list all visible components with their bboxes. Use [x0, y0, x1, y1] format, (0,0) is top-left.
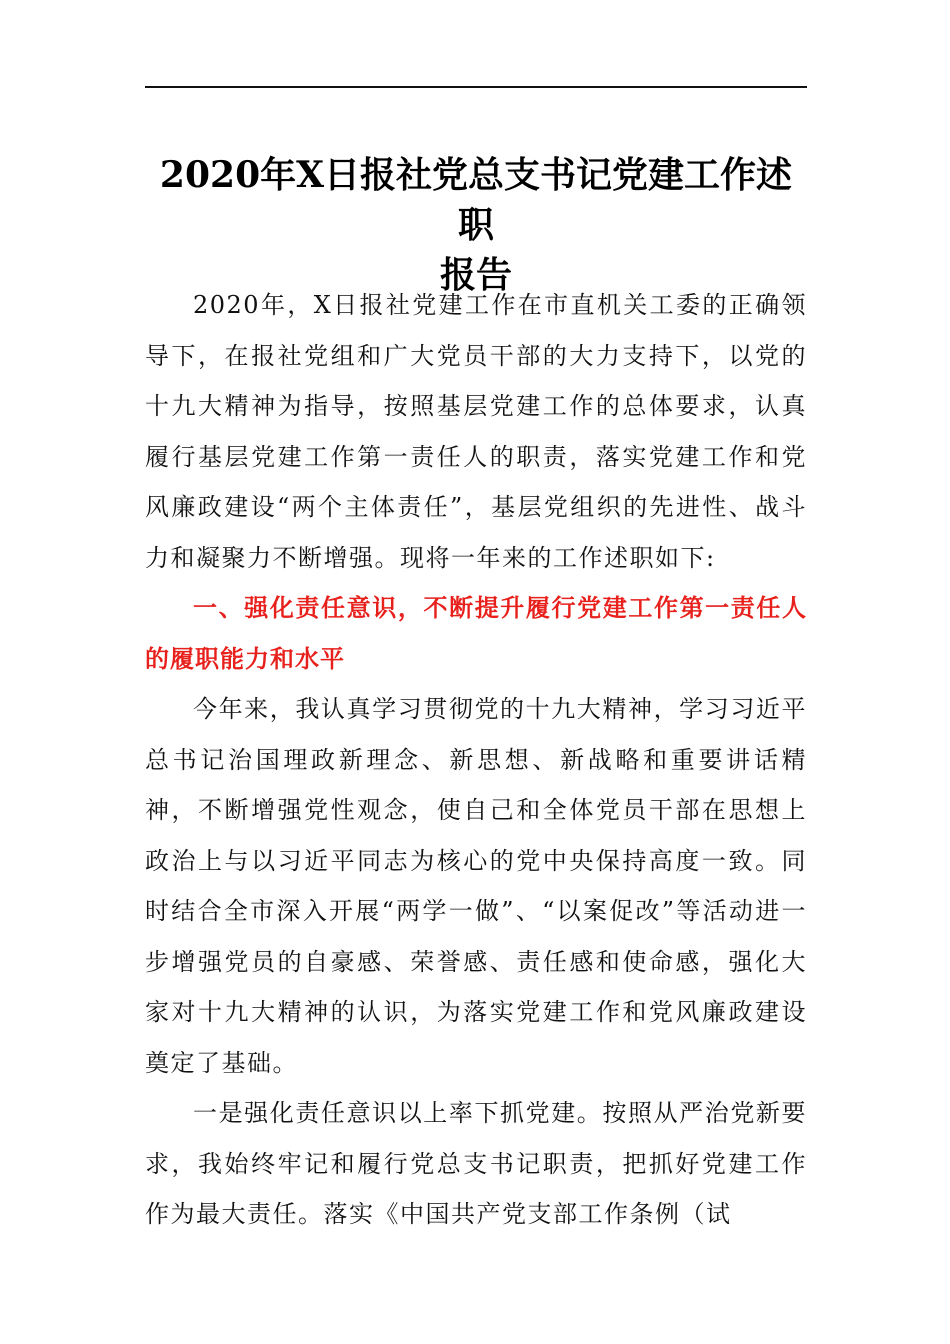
paragraph-intro: 2020年，X日报社党建工作在市直机关工委的正确领导下，在报社党组和广大党员干部的大力支持下，以党的十九大精神为指导，按照基层党建工作的总体要求，认真履行基层党建工作第一责任人的职责，落实党建工作和党风廉政建设“两个主体责任”，基层党组织的先进性、战斗力和凝聚力不断增强。现将一年来的工作述职如下:	[145, 291, 807, 572]
paragraph-study: 今年来，我认真学习贯彻党的十九大精神，学习习近平总书记治国理政新理念、新思想、新战略和重要讲话精神，不断增强党性观念，使自己和全体党员干部在思想上政治上与以习近平同志为核心的党中央保持高度一致。同时结合全市深入开展“两学一做”、“以案促改”等活动进一步增强党员的自豪感、荣誉感、责任感和使命感，强化大家对十九大精神的认识，为落实党建工作和党风廉政建设奠定了基础。	[145, 695, 807, 1077]
document-body	[145, 280, 807, 1240]
section-heading-1: 一、强化责任意识，不断提升履行党建工作第一责任人的履职能力和水平	[145, 594, 807, 673]
header-rule	[145, 86, 807, 88]
document-title	[145, 150, 807, 300]
title-line-1: 2020年X日报社党总支书记党建工作述职	[159, 154, 793, 246]
paragraph-responsibility: 一是强化责任意识以上率下抓党建。按照从严治党新要求，我始终牢记和履行党总支书记职责，把抓好党建工作作为最大责任。落实《中国共产党支部工作条例（试	[145, 1099, 807, 1228]
title-line-2: 报告	[439, 254, 512, 296]
